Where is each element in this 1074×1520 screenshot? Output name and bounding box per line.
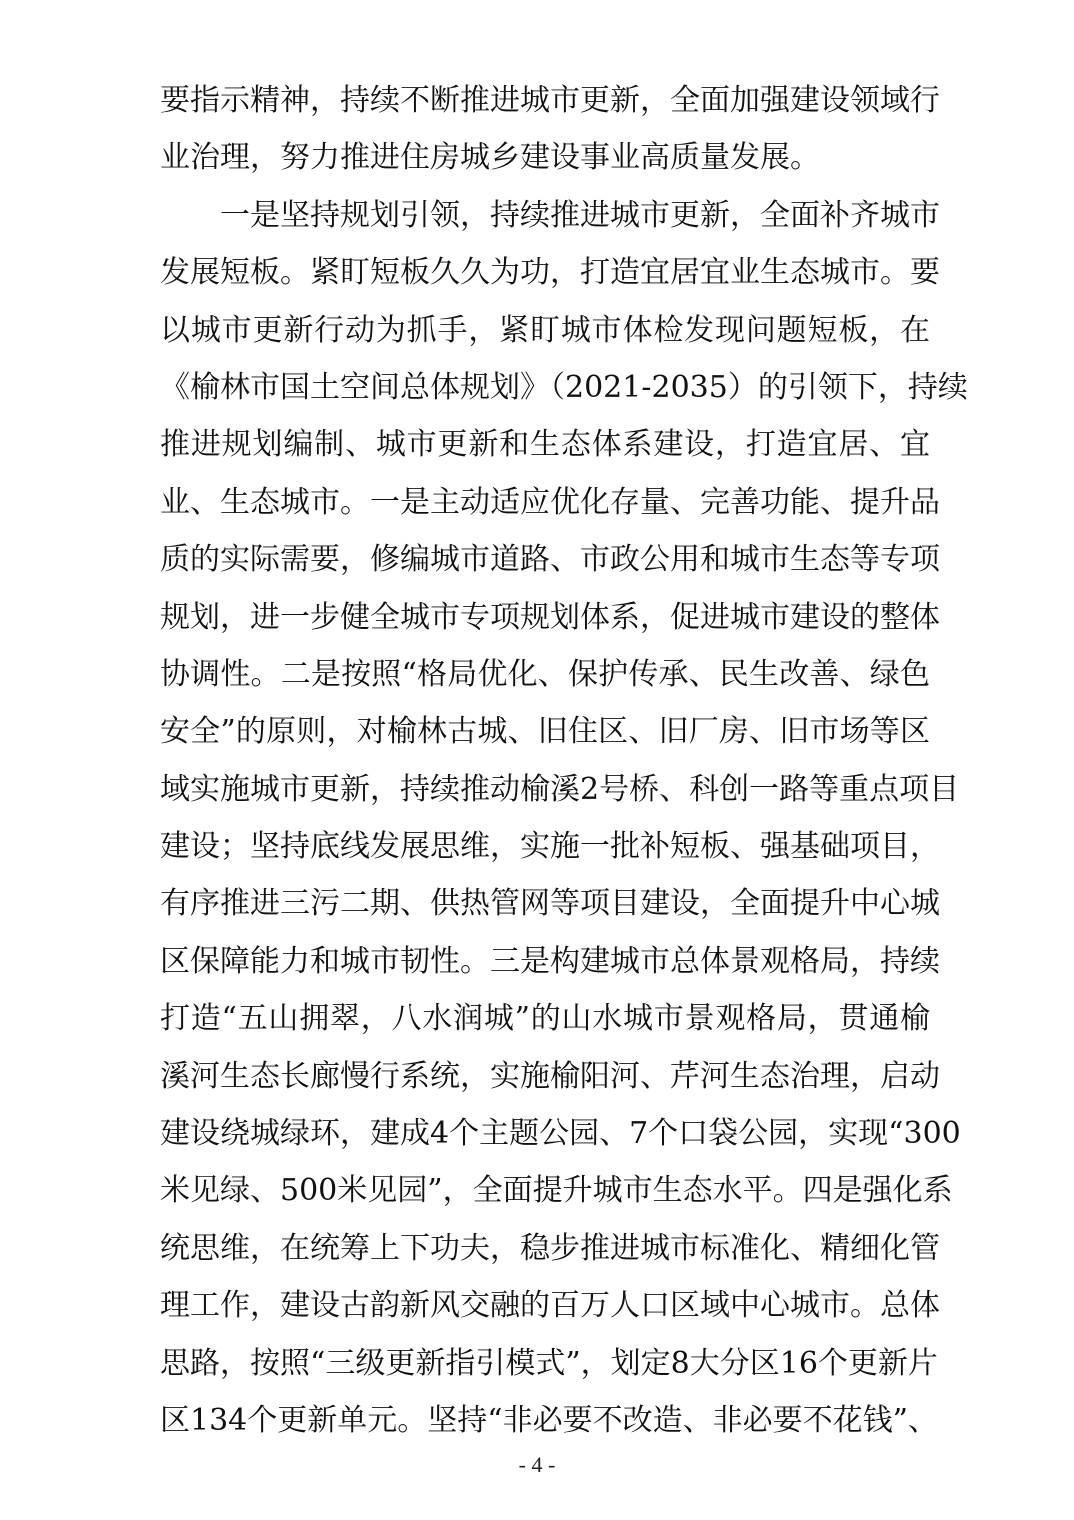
page-number: - 4 -: [518, 1452, 556, 1477]
text-line: 以城市更新行动为抓手，紧盯城市体检发现问题短板，在: [160, 312, 930, 348]
text-line: 米见绿、500米见园”，全面提升城市生态水平。四是强化系: [160, 1173, 953, 1209]
text-line: 发展短板。紧盯短板久久为功，打造宜居宜业生态城市。要: [160, 255, 940, 291]
text-line: 域实施城市更新，持续推动榆溪2号桥、科创一路等重点项目: [160, 771, 960, 807]
text-line: 建设；坚持底线发展思维，实施一批补短板、强基础项目，: [160, 829, 940, 865]
text-line: 一是坚持规划引领，持续推进城市更新，全面补齐城市: [160, 197, 940, 233]
text-line: 业、生态城市。一是主动适应优化存量、完善功能、提升品: [160, 484, 940, 520]
text-line: 业治理，努力推进住房城乡建设事业高质量发展。: [160, 140, 820, 176]
text-line: 规划，进一步健全城市专项规划体系，促进城市建设的整体: [160, 599, 940, 635]
text-line: 安全”的原则，对榆林古城、旧住区、旧厂房、旧市场等区: [160, 714, 930, 750]
text-line: 推进规划编制、城市更新和生态体系建设，打造宜居、宜: [160, 427, 930, 463]
text-line: 溪河生态长廊慢行系统，实施榆阳河、芹河生态治理，启动: [160, 1058, 940, 1094]
text-line: 区134个更新单元。坚持“非必要不改造、非必要不花钱”、: [160, 1402, 938, 1438]
text-line: 有序推进三污二期、供热管网等项目建设，全面提升中心城: [160, 886, 940, 922]
text-line: 质的实际需要，修编城市道路、市政公用和城市生态等专项: [160, 542, 940, 578]
text-line: 理工作，建设古韵新风交融的百万人口区域中心城市。总体: [160, 1288, 940, 1324]
text-line: 统思维，在统筹上下功夫，稳步推进城市标准化、精细化管: [160, 1230, 940, 1266]
text-line: 协调性。二是按照“格局优化、保护传承、民生改善、绿色: [160, 656, 930, 692]
text-line: 《榆林市国土空间总体规划》（2021-2035）的引领下，持续: [160, 369, 968, 405]
text-line: 建设绕城绿环，建成4个主题公园、7个口袋公园，实现“300: [160, 1116, 961, 1152]
text-line: 打造“五山拥翠，八水润城”的山水城市景观格局，贯通榆: [160, 1001, 930, 1037]
text-line: 思路，按照“三级更新指引模式”，划定8大分区16个更新片: [160, 1345, 938, 1381]
text-line: 区保障能力和城市韧性。三是构建城市总体景观格局，持续: [160, 943, 940, 979]
body-text: [160, 72, 968, 1449]
text-line: 要指示精神，持续不断推进城市更新，全面加强建设领域行: [160, 83, 940, 118]
